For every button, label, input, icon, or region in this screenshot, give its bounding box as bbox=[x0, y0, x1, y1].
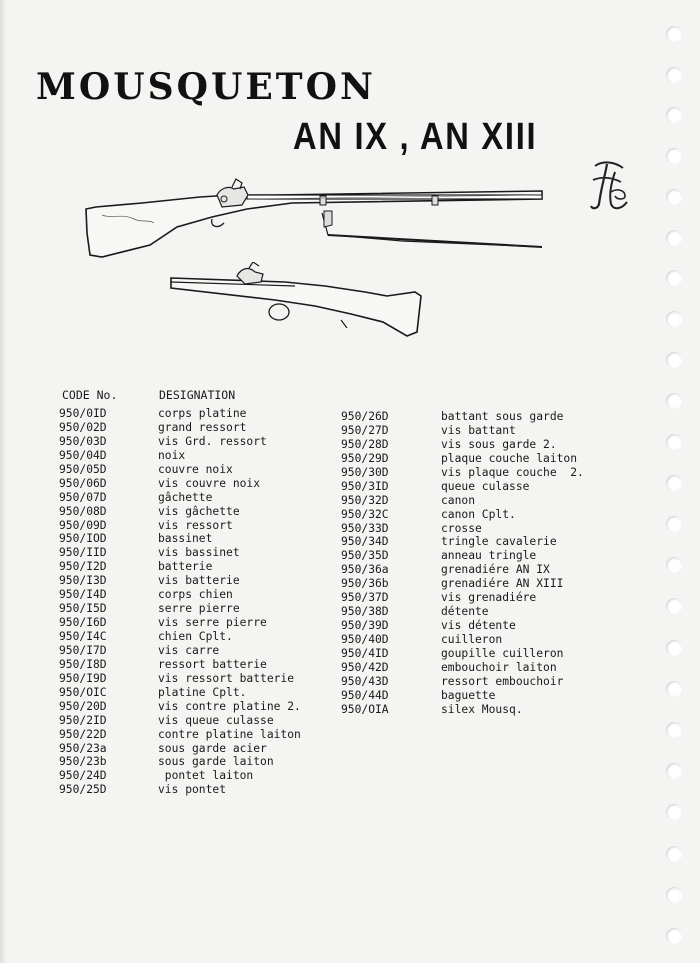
part-designation: ressort embouchoir bbox=[441, 674, 564, 688]
punch-hole bbox=[666, 189, 682, 205]
part-code: 950/24D bbox=[59, 769, 107, 783]
part-designation: goupille cuilleron bbox=[441, 646, 564, 660]
part-code: 950/44D bbox=[341, 688, 389, 702]
part-code: 950/39D bbox=[341, 619, 389, 633]
part-code: 950/32D bbox=[341, 493, 389, 507]
part-designation: battant sous garde bbox=[441, 410, 564, 423]
part-code: 950/I3D bbox=[59, 574, 107, 588]
part-code: 950/I9D bbox=[59, 671, 107, 685]
paper-edge bbox=[0, 0, 6, 963]
part-designation: vis grenadiére bbox=[441, 591, 537, 605]
part-code: 950/38D bbox=[341, 605, 389, 619]
part-code: 950/I2D bbox=[59, 560, 107, 574]
part-code: 950/40D bbox=[341, 633, 389, 646]
left-code-column bbox=[59, 407, 107, 797]
part-code: 950/43D bbox=[341, 674, 389, 688]
right-designation-column bbox=[441, 410, 584, 717]
part-code: 950/34D bbox=[341, 535, 389, 549]
designation-column-header: DESIGNATION bbox=[159, 388, 236, 402]
punch-hole bbox=[666, 26, 682, 42]
part-designation: vis queue culasse bbox=[158, 713, 274, 727]
part-designation: tringle cavalerie bbox=[441, 535, 557, 549]
part-code: 950/04D bbox=[59, 448, 107, 462]
part-designation: crosse bbox=[441, 521, 482, 535]
part-designation: vis bassinet bbox=[158, 546, 240, 560]
part-code: 950/IID bbox=[59, 546, 107, 560]
part-code: 950/I4D bbox=[59, 588, 107, 602]
part-designation: plaque couche laiton bbox=[441, 451, 578, 465]
part-designation: sous garde laiton bbox=[158, 755, 274, 769]
part-code: 950/OIA bbox=[341, 702, 389, 716]
part-designation: noix bbox=[158, 448, 186, 462]
part-designation: contre platine laiton bbox=[158, 727, 301, 741]
part-code: 950/I5D bbox=[59, 602, 107, 616]
punch-hole bbox=[666, 887, 682, 903]
punch-hole bbox=[666, 311, 682, 327]
part-code: 950/36b bbox=[341, 577, 389, 591]
right-code-column bbox=[341, 410, 389, 717]
part-designation: vis gâchette bbox=[158, 504, 240, 518]
part-code: 950/42D bbox=[341, 660, 389, 674]
musket-illustration-reverse-view bbox=[165, 262, 430, 342]
part-code: 950/3ID bbox=[341, 479, 389, 493]
part-code: 950/05D bbox=[59, 462, 107, 476]
punch-hole bbox=[666, 846, 682, 862]
part-code: 950/30D bbox=[341, 465, 389, 479]
code-column-header: CODE No. bbox=[62, 388, 118, 402]
part-designation: vis serre pierre bbox=[158, 616, 267, 630]
punch-hole bbox=[666, 67, 682, 83]
part-code: 950/2ID bbox=[59, 713, 107, 727]
part-designation: corps chien bbox=[158, 588, 233, 602]
punch-hole bbox=[666, 557, 682, 573]
part-designation: vis batterie bbox=[158, 574, 240, 588]
punch-hole bbox=[666, 681, 682, 697]
part-code: 950/09D bbox=[59, 518, 107, 532]
punch-hole bbox=[666, 230, 682, 246]
part-designation: bassinet bbox=[158, 532, 213, 546]
part-code: 950/I6D bbox=[59, 616, 107, 630]
part-designation: détente bbox=[441, 605, 489, 619]
part-designation: grand ressort bbox=[158, 420, 247, 434]
part-code: 950/4ID bbox=[341, 646, 389, 660]
part-designation: embouchoir laiton bbox=[441, 660, 557, 674]
part-designation: grenadiére AN XIII bbox=[441, 577, 564, 591]
part-designation: canon Cplt. bbox=[441, 507, 516, 521]
part-designation: vis ressort bbox=[158, 518, 233, 532]
part-code: 950/I7D bbox=[59, 643, 107, 657]
part-code: 950/08D bbox=[59, 504, 107, 518]
part-designation: chien Cplt. bbox=[158, 630, 233, 643]
part-code: 950/36a bbox=[341, 563, 389, 577]
part-designation: vis couvre noix bbox=[158, 476, 261, 490]
punch-hole bbox=[666, 270, 682, 286]
part-designation: platine Cplt. bbox=[158, 685, 247, 699]
part-designation: anneau tringle bbox=[441, 549, 537, 563]
part-code: 950/02D bbox=[59, 420, 107, 434]
part-code: 950/I4C bbox=[59, 630, 107, 643]
part-designation: corps platine bbox=[158, 407, 247, 420]
punch-hole bbox=[666, 148, 682, 164]
punch-hole bbox=[666, 763, 682, 779]
part-designation: silex Mousq. bbox=[441, 702, 523, 716]
punch-hole bbox=[666, 640, 682, 656]
part-designation: vis contre platine 2. bbox=[158, 699, 301, 713]
punch-hole bbox=[666, 352, 682, 368]
part-designation: serre pierre bbox=[158, 602, 240, 616]
punch-hole bbox=[666, 722, 682, 738]
part-designation: grenadiére AN IX bbox=[441, 563, 550, 577]
part-code: 950/22D bbox=[59, 727, 107, 741]
part-code: 950/I8D bbox=[59, 657, 107, 671]
part-designation: vis ressort batterie bbox=[158, 671, 295, 685]
punch-hole bbox=[666, 598, 682, 614]
part-code: 950/0ID bbox=[59, 407, 107, 420]
part-designation: batterie bbox=[158, 560, 213, 574]
left-designation-column bbox=[158, 407, 301, 797]
part-designation: baguette bbox=[441, 688, 496, 702]
part-designation: gâchette bbox=[158, 490, 213, 504]
punch-hole bbox=[666, 475, 682, 491]
part-designation: vis pontet bbox=[158, 783, 227, 797]
part-designation: vis Grd. ressort bbox=[158, 434, 267, 448]
part-designation: vis détente bbox=[441, 619, 516, 633]
part-designation: queue culasse bbox=[441, 479, 530, 493]
part-code: 950/35D bbox=[341, 549, 389, 563]
musket-illustration-side-view bbox=[82, 175, 547, 260]
part-code: 950/OIC bbox=[59, 685, 107, 699]
part-code: 950/23b bbox=[59, 755, 107, 769]
part-designation: vis plaque couche 2. bbox=[441, 465, 584, 479]
part-code: 950/03D bbox=[59, 434, 107, 448]
part-code: 950/37D bbox=[341, 591, 389, 605]
page-title: MOUSQUETON bbox=[36, 66, 376, 108]
part-code: 950/IOD bbox=[59, 532, 107, 546]
part-code: 950/07D bbox=[59, 490, 107, 504]
part-code: 950/26D bbox=[341, 410, 389, 423]
part-code: 950/25D bbox=[59, 783, 107, 797]
part-designation: vis sous garde 2. bbox=[441, 437, 557, 451]
part-designation: ressort batterie bbox=[158, 657, 267, 671]
punch-hole bbox=[666, 516, 682, 532]
part-designation: sous garde acier bbox=[158, 741, 267, 755]
punch-hole bbox=[666, 107, 682, 123]
part-designation: vis carre bbox=[158, 643, 220, 657]
part-designation: pontet laiton bbox=[158, 769, 254, 783]
part-code: 950/29D bbox=[341, 451, 389, 465]
part-code: 950/32C bbox=[341, 507, 389, 521]
part-designation: couvre noix bbox=[158, 462, 233, 476]
part-code: 950/27D bbox=[341, 423, 389, 437]
page-subtitle: AN IX , AN XIII bbox=[293, 116, 538, 158]
part-designation: cuilleron bbox=[441, 633, 503, 646]
part-code: 950/33D bbox=[341, 521, 389, 535]
monogram-logo bbox=[585, 158, 633, 214]
punch-hole bbox=[666, 434, 682, 450]
punch-hole bbox=[666, 804, 682, 820]
punch-hole bbox=[666, 393, 682, 409]
part-code: 950/20D bbox=[59, 699, 107, 713]
punch-hole bbox=[666, 928, 682, 944]
part-code: 950/23a bbox=[59, 741, 107, 755]
part-code: 950/28D bbox=[341, 437, 389, 451]
part-code: 950/06D bbox=[59, 476, 107, 490]
part-designation: canon bbox=[441, 493, 476, 507]
part-designation: vis battant bbox=[441, 423, 516, 437]
